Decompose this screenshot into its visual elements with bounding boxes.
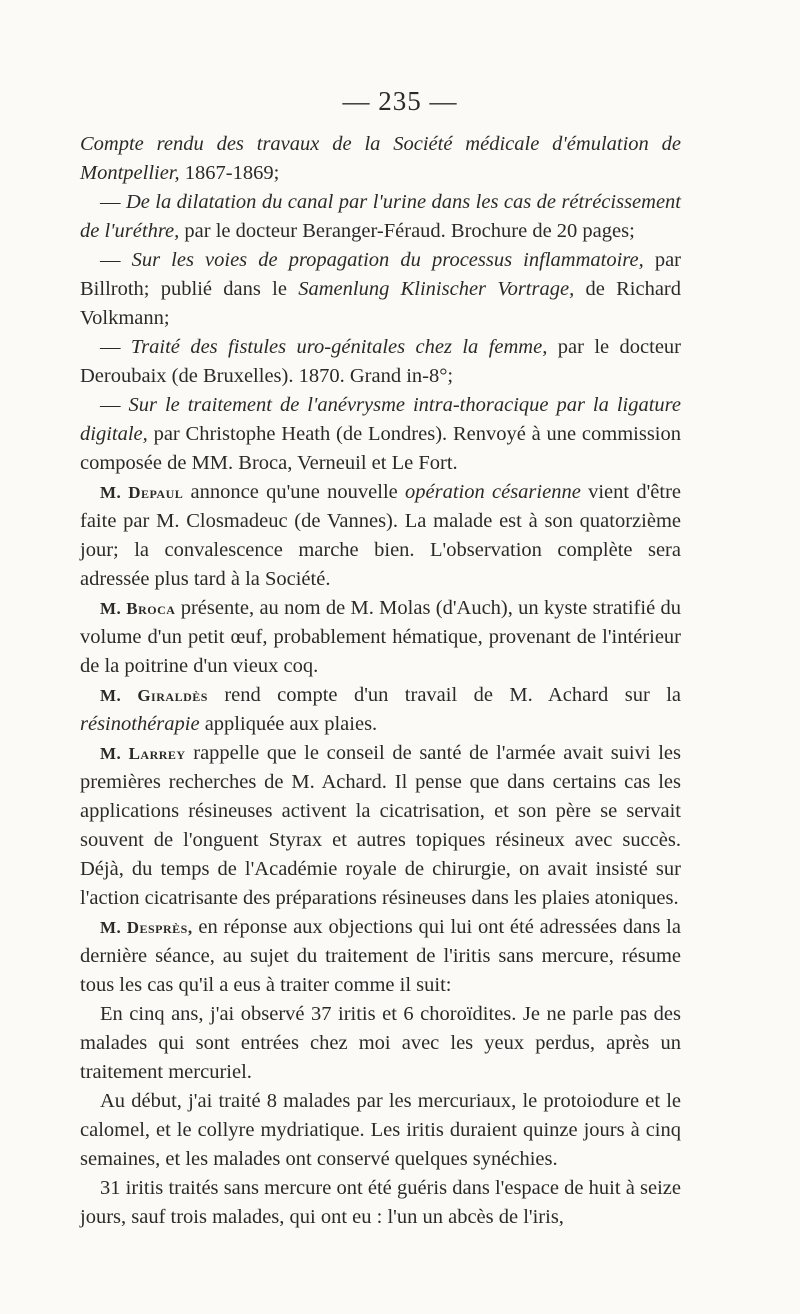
paragraph (80, 333, 681, 391)
text-run: en réponse aux objections qui lui ont été adressées dans la dernière séance, au sujet du traitement de l'iritis sans mercure, résume tous les cas qu'il a eus à traiter comme il suit: (80, 916, 681, 996)
italic-text: Traité des fistules uro-génitales chez la femme, (130, 336, 548, 358)
text-run: 1867-1869; (179, 162, 280, 184)
text-run: Au début, j'ai traité 8 malades par les mercuriaux, le protoiodure et le calomel, et le collyre mydriatique. Les iritis duraient quinze jours à cinq semaines, et les malades ont conservé quelques synéchies. (80, 1090, 681, 1170)
paragraph (80, 1000, 681, 1087)
text-run: — (100, 249, 132, 271)
text-run: par le docteur Beranger-Féraud. Brochure de 20 pages; (179, 220, 635, 242)
text-run: — (100, 336, 131, 358)
paragraph (80, 188, 681, 246)
paragraph (80, 246, 681, 333)
text-run: 31 iritis traités sans mercure ont été guéris dans l'espace de huit à seize jours, sauf trois malades, qui ont eu : l'un un abcès de l'iris, (80, 1177, 681, 1228)
speaker-name: M. Depaul (100, 483, 184, 502)
paragraph (80, 391, 681, 478)
italic-text: opération césarienne (405, 481, 581, 503)
italic-text: Sur le traitement de l'anévrysme intra-thoracique par la ligature digitale, (80, 394, 681, 445)
paragraph (80, 594, 681, 681)
text-run: par Christophe Heath (de Londres). Renvoyé à une commission composée de MM. Broca, Verneuil et Le Fort. (80, 423, 681, 474)
speaker-name: M. Giraldès (100, 686, 208, 705)
italic-text: Samenlung Klinischer Vortrage, (298, 278, 575, 300)
text-run: annonce qu'une nouvelle (183, 481, 406, 503)
text-run: — (100, 394, 129, 416)
text-run: par le docteur Deroubaix (de Bruxelles). 1870. Grand in-8°; (80, 336, 681, 387)
italic-text: résinothérapie (80, 713, 200, 735)
paragraph (80, 739, 681, 913)
text-run: rappelle que le conseil de santé de l'armée avait suivi les premières recherches de M. Achard. Il pense que dans certains cas les applications résineuses activent la cicatrisation, et son père se servait souvent de l'onguent Styrax et autres topiques résineux avec succès. Déjà, du temps de l'Académie royale de chirurgie, on avait insisté sur l'action cicatrisante des préparations résineuses dans les plaies atoniques. (80, 742, 682, 909)
text-run: par Billroth; publié dans le (80, 249, 681, 300)
paragraph (80, 478, 681, 594)
paragraph (80, 681, 681, 739)
text-run: vient d'être faite par M. Closmadeuc (de Vannes). La malade est à son quatorzième jour; la convalescence marche bien. L'observation complète sera adressée plus tard à la Société. (80, 481, 682, 590)
text-run: appliquée aux plaies. (199, 713, 378, 735)
paragraph (80, 1087, 681, 1174)
text-run: — (100, 191, 126, 213)
text-run: présente, au nom de M. Molas (d'Auch), un kyste stratifié du volume d'un petit œuf, probablement hématique, provenant de l'intérieur de la poitrine d'un vieux coq. (80, 597, 681, 677)
page-number: — 235 — (342, 86, 458, 116)
text-run: de Richard Volkmann; (80, 278, 682, 329)
body-text (80, 130, 681, 1232)
paragraph (80, 1174, 681, 1232)
italic-text: De la dilatation du canal par l'urine dans les cas de rétrécissement de l'uréthre, (80, 191, 681, 242)
speaker-name: M. Larrey (100, 744, 186, 763)
italic-text: Compte rendu des travaux de la Société médicale d'émulation de Montpellier, (80, 133, 681, 184)
text-run: rend compte d'un travail de M. Achard sur la (207, 684, 681, 706)
text-run: En cinq ans, j'ai observé 37 iritis et 6 choroïdites. Je ne parle pas des malades qui sont entrées chez moi avec les yeux perdus, après un traitement mercuriel. (80, 1003, 681, 1083)
paragraph (80, 130, 681, 188)
italic-text: Sur les voies de propagation du processus inflammatoire, (131, 249, 644, 271)
speaker-name: M. Desprès, (100, 918, 193, 937)
speaker-name: M. Broca (100, 599, 176, 618)
paragraph (80, 913, 681, 1000)
